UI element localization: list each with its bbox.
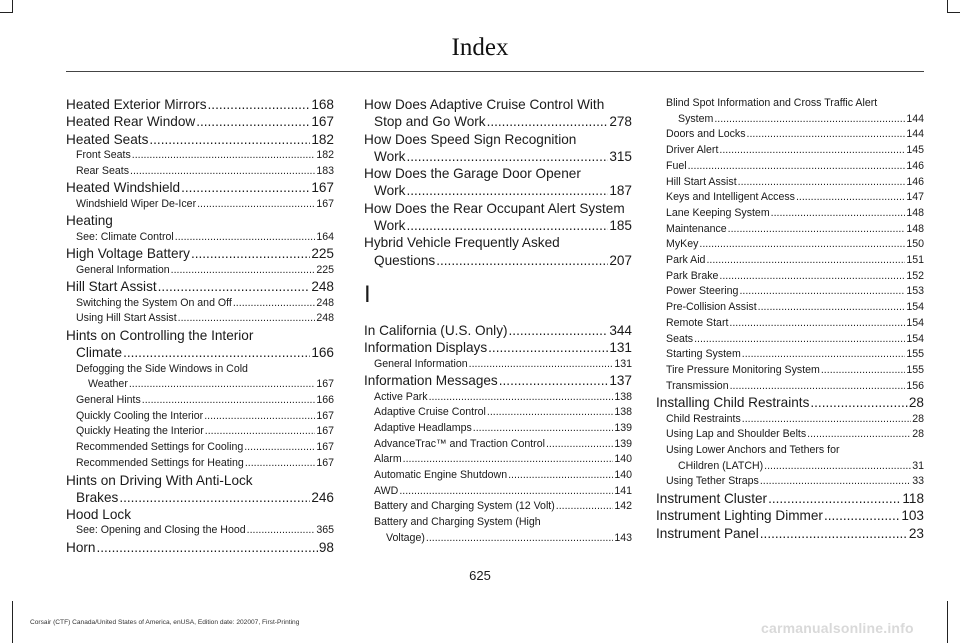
dot-leader [406,217,608,234]
page-reference[interactable]: 146 [906,159,924,172]
dot-leader [487,113,609,130]
page-reference[interactable]: 167 [316,197,334,210]
page-reference[interactable]: 248 [311,279,334,295]
dot-leader [191,245,310,262]
entry-text: Recommended Settings for Cooling [76,441,244,454]
index-subentry[interactable] [364,405,632,421]
dot-leader [824,507,900,524]
dot-leader [728,222,906,238]
entry-text: Brakes [76,489,119,505]
dot-leader [706,253,905,269]
page-reference[interactable]: 143 [614,531,632,544]
entry-text: Transmission [666,379,729,392]
page-reference[interactable]: 150 [906,238,924,251]
index-subentry[interactable] [364,390,632,406]
index-subentry[interactable] [656,347,924,363]
dot-leader [96,539,317,556]
dot-leader [699,237,905,253]
page-reference[interactable]: 187 [609,183,632,199]
entry-text: System [678,112,714,125]
entry-text: Rear Seats [76,164,129,177]
dot-leader [436,252,608,269]
page-reference[interactable]: 155 [906,363,924,376]
index-entry[interactable] [656,507,924,524]
index-subentry[interactable] [656,143,924,159]
entry-text: Front Seats [76,148,131,161]
entry-text: Switching the System On and Off [76,296,232,309]
index-subentry[interactable] [66,456,334,472]
entry-text: Hybrid Vehicle Frequently Asked [364,235,560,251]
page-reference[interactable]: 344 [609,322,632,338]
dot-leader [509,322,609,339]
page-reference[interactable]: 154 [906,316,924,329]
page-reference[interactable]: 248 [316,296,334,309]
entry-text: Maintenance [666,222,727,235]
index-entry[interactable] [66,212,334,229]
index-subentry[interactable] [364,515,632,546]
page-reference[interactable]: 154 [906,301,924,314]
index-subentry[interactable] [66,523,334,539]
dot-leader [487,405,613,421]
entry-text: Power Steering [666,285,739,298]
entry-text: Using Tether Straps [666,475,759,488]
entry-text: Park Brake [666,269,719,282]
page-reference[interactable]: 131 [609,340,632,356]
index-subentry[interactable] [656,427,924,443]
page-reference[interactable]: 248 [316,312,334,325]
index-entry[interactable] [364,96,632,131]
index-subentry[interactable] [66,393,334,409]
entry-text: Hill Start Assist [666,175,737,188]
index-entry[interactable] [656,525,924,542]
index-entry[interactable] [364,322,632,339]
entry-text: Information Messages [364,373,498,389]
dot-leader [399,484,613,500]
page-reference[interactable]: 156 [906,379,924,392]
crop-mark-top-right-v [947,0,948,13]
index-entry[interactable] [364,131,632,166]
index-subentry[interactable] [656,316,924,332]
entry-text: General Hints [76,394,141,406]
dot-leader [123,344,310,361]
page-title: Index [451,34,509,61]
entry-text: Heating [66,213,113,229]
index-subentry[interactable] [656,206,924,222]
index-entry[interactable] [66,472,334,507]
page-reference[interactable]: 145 [906,144,924,157]
page-reference[interactable]: 225 [316,263,334,276]
entry-text: Heated Windshield [66,180,181,196]
dot-leader [730,379,906,395]
dot-leader [768,490,901,507]
entry-text: Questions [374,252,436,268]
page-reference[interactable]: 28 [908,395,924,411]
entry-text: Child Restraints [666,412,741,425]
dot-leader [739,284,905,300]
dot-leader [129,377,315,393]
page-reference[interactable]: 147 [906,191,924,204]
page-reference[interactable]: 144 [906,112,924,125]
entry-text: Using Lap and Shoulder Belts [666,428,807,441]
dot-leader [546,437,613,453]
dot-leader [742,412,911,428]
page-reference[interactable]: 182 [316,148,334,161]
index-entry[interactable] [66,539,334,556]
page-reference[interactable]: 166 [311,345,334,361]
entry-text: Alarm [374,453,402,466]
dot-leader [181,179,310,196]
page-number: 625 [469,568,491,583]
dot-leader [488,339,608,356]
page-reference[interactable]: 98 [318,540,334,556]
entry-text: Battery and Charging System (High [374,516,541,529]
dot-leader [729,316,905,332]
dot-leader [429,390,614,406]
dot-leader [132,148,316,164]
dot-leader [694,332,905,348]
index-entry[interactable] [66,96,334,113]
page-reference[interactable]: 154 [906,332,924,345]
entry-text: Heated Seats [66,131,149,147]
entry-text: High Voltage Battery [66,246,190,262]
page-reference[interactable]: 23 [908,525,924,541]
index-entry[interactable] [364,165,632,200]
dot-leader [738,175,906,191]
index-subentry[interactable] [364,484,632,500]
page-reference[interactable]: 138 [614,390,632,403]
dot-leader [247,523,316,539]
dot-leader [771,206,906,222]
entry-text: Using Lower Anchors and Tethers for [666,444,840,457]
dot-leader [119,489,310,506]
entry-text: Adaptive Headlamps [374,421,472,434]
page-reference[interactable]: 138 [614,406,632,419]
index-subentry[interactable] [656,363,924,379]
entry-text: Fuel [666,159,687,172]
index-subentry[interactable] [656,96,924,127]
index-subentry[interactable] [66,409,334,425]
index-subentry[interactable] [66,362,334,393]
entry-text: Work [374,218,406,234]
dot-leader [714,112,905,128]
index-subentry[interactable] [364,468,632,484]
page-reference[interactable]: 185 [609,218,632,234]
dot-leader [810,394,908,411]
entry-text: Horn [66,540,96,556]
edition-footer: Corsair (CTF) Canada/United States of America, enUSA, Edition date: 202007, First-Printing [30,619,300,626]
dot-leader [205,424,316,440]
page-reference[interactable]: 28 [912,412,924,425]
index-entry[interactable] [364,339,632,356]
entry-text: Park Aid [666,254,706,267]
dot-leader [473,421,614,437]
entry-text: Heated Rear Window [66,114,196,130]
dot-leader [158,278,311,295]
entry-text: Instrument Panel [656,525,759,541]
dot-leader [130,164,315,180]
dot-leader [764,459,911,475]
index-subentry[interactable] [656,284,924,300]
index-subentry[interactable] [656,474,924,490]
page-reference[interactable]: 151 [906,254,924,267]
dot-leader [556,499,614,515]
index-subentry[interactable] [66,296,334,312]
dot-leader [719,143,905,159]
dot-leader [204,409,315,425]
entry-text: Work [374,183,406,199]
index-subentry[interactable] [656,332,924,348]
entry-text: Using Hill Start Assist [76,312,177,325]
index-subentry[interactable] [656,175,924,191]
dot-leader [688,159,906,175]
entry-text: Active Park [374,390,428,403]
dot-leader [719,269,905,285]
index-subentry[interactable] [656,412,924,428]
index-subentry[interactable] [656,127,924,143]
dot-leader [469,357,614,373]
index-subentry[interactable] [656,253,924,269]
entry-text: General Information [76,263,170,276]
dot-leader [821,363,905,379]
index-subentry[interactable] [656,222,924,238]
entry-text: Defogging the Side Windows in Cold [76,362,248,375]
index-subentry[interactable] [66,197,334,213]
entry-text: Automatic Engine Shutdown [374,469,508,482]
page-reference[interactable]: 31 [912,459,924,472]
entry-text: Quickly Cooling the Interior [76,409,204,422]
entry-text: Instrument Cluster [656,491,768,507]
page-reference[interactable]: 142 [614,500,632,513]
dot-leader [426,531,613,547]
dot-leader [807,427,911,443]
entry-text: Hill Start Assist [66,279,157,295]
page-reference[interactable]: 246 [311,489,334,505]
dot-leader [197,197,315,213]
index-subentry[interactable] [656,269,924,285]
dot-leader [796,190,905,206]
entry-text: How Does Speed Sign Recognition [364,131,577,147]
page-reference[interactable]: 139 [614,437,632,450]
page-reference[interactable]: 365 [316,524,334,537]
index-column-3 [656,96,924,542]
page-reference[interactable]: 139 [614,421,632,434]
page-reference[interactable]: 315 [609,148,632,164]
page-reference[interactable]: 167 [316,456,334,469]
index-subentry[interactable] [364,499,632,515]
index-entry[interactable] [66,278,334,295]
page-reference[interactable]: 155 [906,348,924,361]
dot-leader [499,372,609,389]
entry-text: Installing Child Restraints [656,395,810,411]
page-reference[interactable]: 152 [906,269,924,282]
index-subentry[interactable] [364,421,632,437]
page-reference[interactable]: 182 [311,131,334,147]
index-subentry[interactable] [656,237,924,253]
index-column-2 [364,96,632,547]
entry-text: Tire Pressure Monitoring System [666,363,820,376]
crop-mark-bottom-left-v [12,601,13,643]
index-entry[interactable] [364,200,632,235]
index-entry[interactable] [66,113,334,130]
entry-text: AdvanceTrac™ and Traction Control [374,437,545,450]
dot-leader [178,311,316,327]
page-reference[interactable]: 137 [609,373,632,389]
entry-text: Hood Lock [66,507,131,523]
entry-text: Adaptive Cruise Control [374,406,486,419]
dot-leader [171,263,316,279]
page-reference[interactable]: 278 [609,114,632,130]
page-reference[interactable]: 167 [311,114,334,130]
index-column-1 [66,96,334,556]
entry-text: Pre-Collision Assist [666,301,757,314]
dot-leader [406,182,608,199]
watermark-logo: carmanualsonline.info [761,620,914,636]
entry-text: Keys and Intelligent Access [666,191,795,204]
page-reference[interactable]: 167 [316,425,334,438]
entry-text: General Information [374,357,468,370]
page-reference[interactable]: 118 [902,491,924,507]
entry-text: Battery and Charging System (12 Volt) [374,500,555,513]
entry-text: Work [374,148,406,164]
page-reference[interactable]: 225 [311,246,334,262]
page-reference[interactable]: 140 [614,469,632,482]
index-entry[interactable] [66,131,334,148]
title-divider [66,71,924,72]
page-reference[interactable]: 207 [609,252,632,268]
index-entry[interactable] [656,490,924,507]
entry-text: Voltage) [386,531,425,544]
index-entry[interactable] [66,245,334,262]
entry-text: Heated Exterior Mirrors [66,97,207,112]
index-subentry[interactable] [66,148,334,164]
index-subentry[interactable] [364,437,632,453]
entry-text: Quickly Heating the Interior [76,425,204,438]
page-reference[interactable]: 167 [311,180,334,196]
dot-leader [742,347,906,363]
index-entry[interactable] [364,372,632,389]
dot-leader [149,131,310,148]
entry-text: Stop and Go Work [374,114,486,130]
page-reference[interactable]: 183 [316,164,334,177]
entry-text: Weather [88,378,128,391]
entry-text: Climate [76,345,123,361]
index-subentry[interactable] [656,159,924,175]
page-reference[interactable]: 141 [614,484,632,497]
index-subentry[interactable] [66,440,334,456]
page-reference[interactable]: 167 [316,441,334,454]
page-reference[interactable]: 167 [316,409,334,422]
index-subentry[interactable] [364,357,632,373]
page-reference[interactable]: 166 [316,394,334,406]
dot-leader [508,468,613,484]
entry-text: Doors and Locks [666,128,746,141]
index-subentry[interactable] [66,311,334,327]
entry-text: AWD [374,484,399,497]
entry-text: How Does the Rear Occupant Alert System [364,200,625,216]
index-subentry[interactable] [656,443,924,474]
crop-mark-top-right-h [947,12,960,13]
entry-text: Seats [666,332,694,345]
crop-mark-bottom-right-v [947,601,948,643]
entry-text: In California (U.S. Only) [364,322,508,338]
entry-text: How Does the Garage Door Opener [364,166,581,182]
dot-leader [245,456,315,472]
index-subentry[interactable] [656,190,924,206]
page-reference[interactable]: 144 [906,128,924,141]
page-reference[interactable]: 33 [912,475,924,488]
page-reference[interactable]: 167 [316,378,334,391]
page-reference[interactable]: 146 [906,175,924,188]
page-reference[interactable]: 140 [614,453,632,466]
entry-text: See: Opening and Closing the Hood [76,524,246,537]
dot-leader [406,148,608,165]
entry-text: See: Climate Control [76,230,174,243]
index-entry[interactable] [66,327,334,362]
entry-text: Hints on Driving With Anti-Lock [66,472,253,488]
page-reference[interactable]: 153 [906,285,924,298]
dot-leader [244,440,315,456]
page-reference[interactable]: 148 [906,206,924,219]
index-subentry[interactable] [66,424,334,440]
dot-leader [760,525,908,542]
entry-text: MyKey [666,238,699,251]
entry-text: Hints on Controlling the Interior [66,328,254,343]
index-subentry[interactable] [66,230,334,246]
page-reference[interactable]: 168 [311,97,334,112]
dot-leader [233,296,315,312]
index-subentry[interactable] [656,379,924,395]
dot-leader [196,113,310,130]
index-entry[interactable] [66,179,334,196]
dot-leader [403,452,614,468]
entry-text: Instrument Lighting Dimmer [656,508,823,524]
page-reference[interactable]: 148 [906,222,924,235]
dot-leader [747,127,906,143]
page-reference[interactable]: 103 [901,508,924,524]
index-entry[interactable] [66,506,334,523]
entry-text: Information Displays [364,340,488,356]
index-subentry[interactable] [66,263,334,279]
index-entry[interactable] [364,234,632,269]
index-entry[interactable] [656,394,924,411]
entry-text: Remote Start [666,316,729,329]
index-subentry[interactable] [364,452,632,468]
page-reference[interactable]: 131 [614,357,632,370]
dot-leader [142,393,316,409]
index-subentry[interactable] [66,164,334,180]
entry-text: How Does Adaptive Cruise Control With [364,97,605,112]
index-subentry[interactable] [656,300,924,316]
entry-text: Starting System [666,348,741,361]
entry-text: Blind Spot Information and Cross Traffic Alert [666,97,878,109]
dot-leader [758,300,906,316]
entry-text: Lane Keeping System [666,206,770,219]
section-letter: I [364,280,371,308]
page-reference[interactable]: 28 [912,428,924,441]
dot-leader [760,474,911,490]
entry-text: Driver Alert [666,144,719,157]
entry-text: Recommended Settings for Heating [76,456,244,469]
crop-mark-top-left-v [12,0,13,13]
entry-text: CHildren (LATCH) [678,459,764,472]
dot-leader [175,230,316,246]
dot-leader [208,96,311,113]
entry-text: Windshield Wiper De-Icer [76,197,197,210]
page-reference[interactable]: 164 [316,230,334,243]
